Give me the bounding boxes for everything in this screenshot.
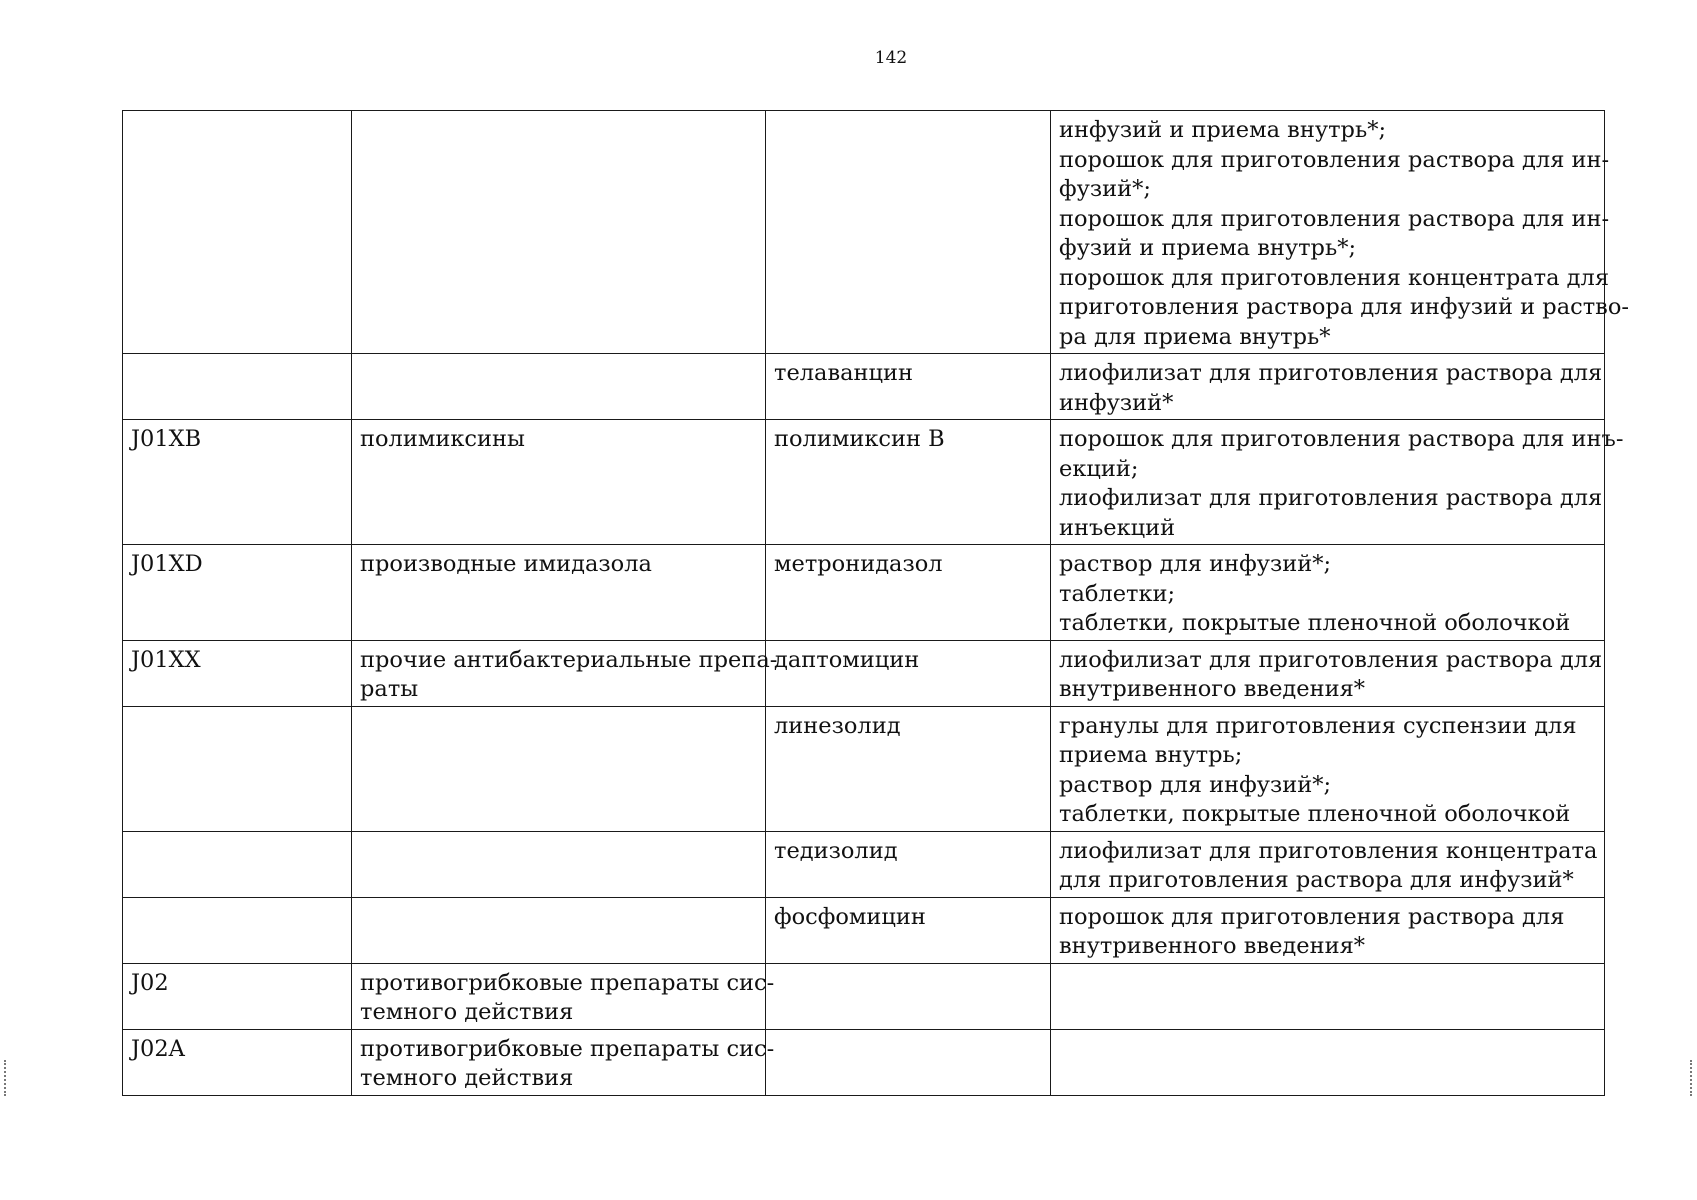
atc-code: J02 — [131, 969, 169, 996]
dosage-form-line: екций; — [1059, 455, 1139, 482]
drug-name-cell — [766, 897, 1051, 963]
dosage-form-line: для приготовления раствора для инфузий* — [1059, 867, 1574, 893]
drug-name: фосфомицин — [774, 903, 926, 930]
drug-name-cell — [766, 354, 1051, 420]
group-name-line: темного действия — [360, 999, 574, 1025]
group-name-line: темного действия — [360, 1065, 574, 1091]
table-row — [123, 831, 1605, 897]
scan-edge-mark-left — [4, 1060, 8, 1096]
dosage-form-line: раствор для инфузий*; — [1059, 551, 1332, 577]
group-name-cell — [352, 1029, 775, 1095]
dosage-form-line: порошок для приготовления раствора для — [1059, 903, 1565, 930]
dosage-form-line: гранулы для приготовления суспензии для — [1059, 712, 1577, 739]
dosage-forms-cell — [1051, 354, 1605, 420]
table-row — [123, 545, 1605, 641]
group-name-cell — [352, 897, 766, 963]
atc-code: J01XX — [131, 646, 201, 673]
dosage-form-line: приготовления раствора для инфузий и раство- — [1059, 294, 1629, 320]
atc-code-cell — [123, 897, 352, 963]
group-name-line: раты — [360, 676, 419, 702]
group-name-cell — [352, 640, 778, 706]
dosage-form-line: ра для приема внутрь* — [1059, 323, 1331, 350]
group-name-cell — [352, 831, 766, 897]
atc-code-cell — [123, 706, 352, 831]
drug-name-cell — [766, 111, 1051, 354]
table-row — [123, 111, 1605, 354]
dosage-forms-cell — [1051, 963, 1605, 1029]
dosage-form-line: порошок для приготовления раствора для ин- — [1059, 146, 1610, 173]
dosage-form-line: внутривенного введения* — [1059, 676, 1366, 702]
dosage-form-line: раствор для инфузий*; — [1059, 771, 1332, 798]
dosage-form-line: лиофилизат для приготовления концентрата — [1059, 837, 1598, 864]
atc-code-cell — [123, 831, 352, 897]
dosage-form-line: порошок для приготовления раствора для ин- — [1059, 205, 1610, 232]
drug-table — [122, 110, 1629, 1096]
group-name-cell — [352, 963, 775, 1029]
drug-name-cell — [766, 706, 1051, 831]
drug-name: полимиксин В — [774, 426, 945, 452]
drug-name-cell — [766, 831, 1051, 897]
atc-code-cell — [123, 354, 352, 420]
group-name-cell — [352, 420, 766, 545]
dosage-form-line: фузий*; — [1059, 176, 1151, 202]
group-name-line: полимиксины — [360, 426, 525, 452]
drug-name: тедизолид — [774, 837, 898, 864]
dosage-forms-cell — [1051, 706, 1605, 831]
dosage-forms-cell — [1051, 420, 1624, 545]
atc-code: J01XB — [131, 426, 202, 452]
table-row — [123, 1029, 1605, 1095]
atc-code: J02A — [131, 1035, 185, 1062]
dosage-forms-cell — [1051, 640, 1605, 706]
dosage-forms-cell — [1051, 1029, 1605, 1095]
dosage-form-line: инфузий и приема внутрь*; — [1059, 117, 1387, 143]
dosage-forms-cell — [1051, 897, 1605, 963]
table-body — [123, 111, 1629, 1096]
dosage-form-line: инфузий* — [1059, 389, 1174, 416]
drug-name-cell — [766, 420, 1051, 545]
dosage-forms-cell — [1051, 111, 1629, 354]
table-row — [123, 354, 1605, 420]
group-name-cell — [352, 111, 766, 354]
group-name-cell — [352, 545, 766, 641]
dosage-form-line: лиофилизат для приготовления раствора для — [1059, 485, 1603, 511]
drug-name-cell — [766, 1029, 1051, 1095]
drug-name: линезолид — [774, 712, 901, 739]
drug-name: телаванцин — [774, 360, 914, 386]
drug-name-cell — [766, 963, 1051, 1029]
dosage-form-line: инъекций — [1059, 514, 1176, 541]
dosage-forms-cell — [1051, 545, 1605, 641]
drug-name: метронидазол — [774, 551, 943, 577]
page-number: 142 — [874, 48, 908, 68]
dosage-form-line: лиофилизат для приготовления раствора для — [1059, 360, 1603, 386]
dosage-form-line: таблетки, покрытые пленочной оболочкой — [1059, 801, 1571, 827]
dosage-form-line: таблетки, покрытые пленочной оболочкой — [1059, 610, 1571, 636]
dosage-form-line: порошок для приготовления раствора для инъ- — [1059, 426, 1624, 452]
dosage-form-line: приема внутрь; — [1059, 742, 1243, 768]
atc-code-cell — [123, 545, 352, 641]
drug-name-cell — [766, 640, 1051, 706]
atc-code-cell — [123, 1029, 352, 1095]
atc-code-cell — [123, 963, 352, 1029]
scan-edge-mark-right — [1690, 1060, 1694, 1096]
atc-code-cell — [123, 420, 352, 545]
group-name-line: прочие антибактериальные препа- — [360, 646, 778, 673]
table-row — [123, 706, 1605, 831]
group-name-cell — [352, 354, 766, 420]
table-row — [123, 640, 1605, 706]
dosage-form-line: таблетки; — [1059, 580, 1176, 607]
atc-code-cell — [123, 111, 352, 354]
dosage-form-line: лиофилизат для приготовления раствора для — [1059, 646, 1603, 673]
dosage-form-line: порошок для приготовления концентрата для — [1059, 264, 1610, 291]
group-name-line: противогрибковые препараты сис- — [360, 1035, 775, 1062]
group-name-line: противогрибковые препараты сис- — [360, 969, 775, 996]
table-row — [123, 963, 1605, 1029]
dosage-form-line: внутривенного введения* — [1059, 933, 1366, 959]
atc-code-cell — [123, 640, 352, 706]
table-row — [123, 420, 1605, 545]
group-name-line: производные имидазола — [360, 551, 652, 577]
atc-code: J01XD — [131, 551, 203, 577]
table-row — [123, 897, 1605, 963]
drug-name-cell — [766, 545, 1051, 641]
dosage-form-line: фузий и приема внутрь*; — [1059, 235, 1357, 261]
dosage-forms-cell — [1051, 831, 1605, 897]
drug-name: даптомицин — [774, 646, 920, 673]
group-name-cell — [352, 706, 766, 831]
